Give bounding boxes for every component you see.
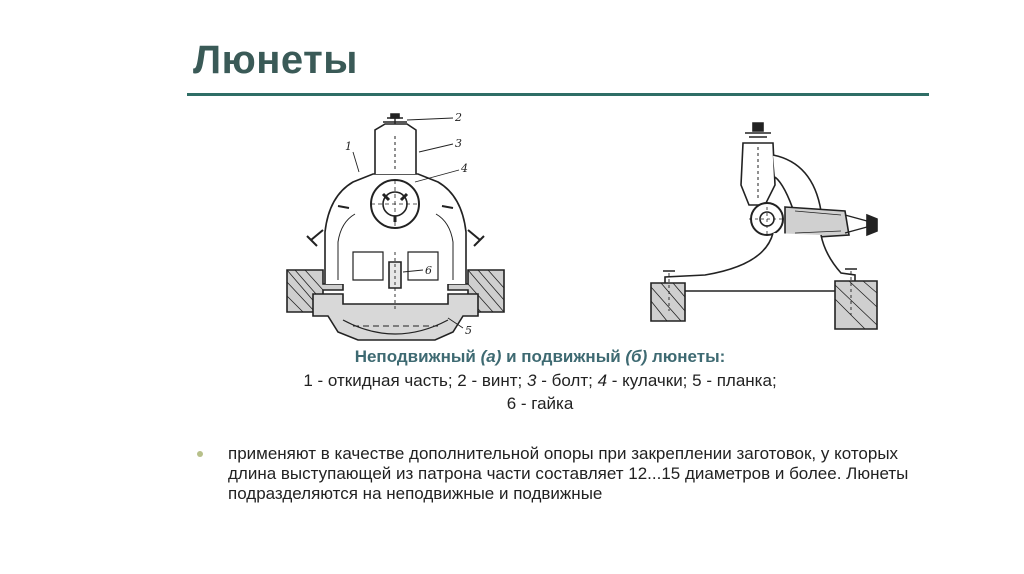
legend-number-4: 4 bbox=[597, 371, 608, 390]
slide-title: Люнеты bbox=[193, 38, 358, 82]
figure-a-label-4: 4 bbox=[461, 162, 468, 175]
title-divider bbox=[187, 93, 929, 96]
caption-title bbox=[270, 347, 810, 367]
bullet-dot-icon bbox=[197, 451, 203, 457]
legend-number-1: 1 bbox=[303, 371, 313, 390]
movable-steady-rest-drawing bbox=[645, 115, 890, 340]
legend-number-3: 3 bbox=[527, 371, 537, 390]
caption-title-b: (б) bbox=[625, 347, 648, 366]
fixed-steady-rest-drawing bbox=[283, 112, 508, 352]
caption-title-a: (а) bbox=[480, 347, 502, 366]
legend-number-6: 6 bbox=[506, 394, 517, 413]
caption-title-part2: и подвижный bbox=[501, 347, 626, 366]
legend-text-2: - винт; bbox=[466, 371, 528, 390]
legend-text-5: - планка; bbox=[701, 371, 777, 390]
legend-text-3: - болт; bbox=[536, 371, 598, 390]
caption-title-part1: Неподвижный bbox=[354, 347, 481, 366]
legend-number-5: 5 bbox=[692, 371, 702, 390]
figure-a-label-5: 5 bbox=[465, 324, 472, 337]
legend-number-2: 2 bbox=[457, 371, 467, 390]
caption-legend-line-1 bbox=[270, 369, 810, 392]
figure-a-label-3: 3 bbox=[455, 137, 462, 150]
legend-text-1: - откидная часть; bbox=[312, 371, 458, 390]
figure-a-label-1: 1 bbox=[345, 140, 352, 153]
legend-text-4: - кулачки; bbox=[607, 371, 693, 390]
bullet-text: применяют в качестве дополнительной опоры при закреплении заготовок, у которых длина выступающей из патрона части составляет 12...15 диаметров и более. Люнеты подразделяются на неподвижные и подвижные bbox=[228, 444, 909, 503]
caption-title-part3: люнеты: bbox=[647, 347, 726, 366]
figure-caption bbox=[270, 347, 810, 415]
figure-a-label-2: 2 bbox=[455, 112, 462, 124]
caption-legend-line-2 bbox=[270, 392, 810, 415]
legend-text-6: - гайка bbox=[516, 394, 574, 413]
bullet-item bbox=[197, 444, 917, 504]
figure-a-label-6: 6 bbox=[425, 264, 432, 277]
